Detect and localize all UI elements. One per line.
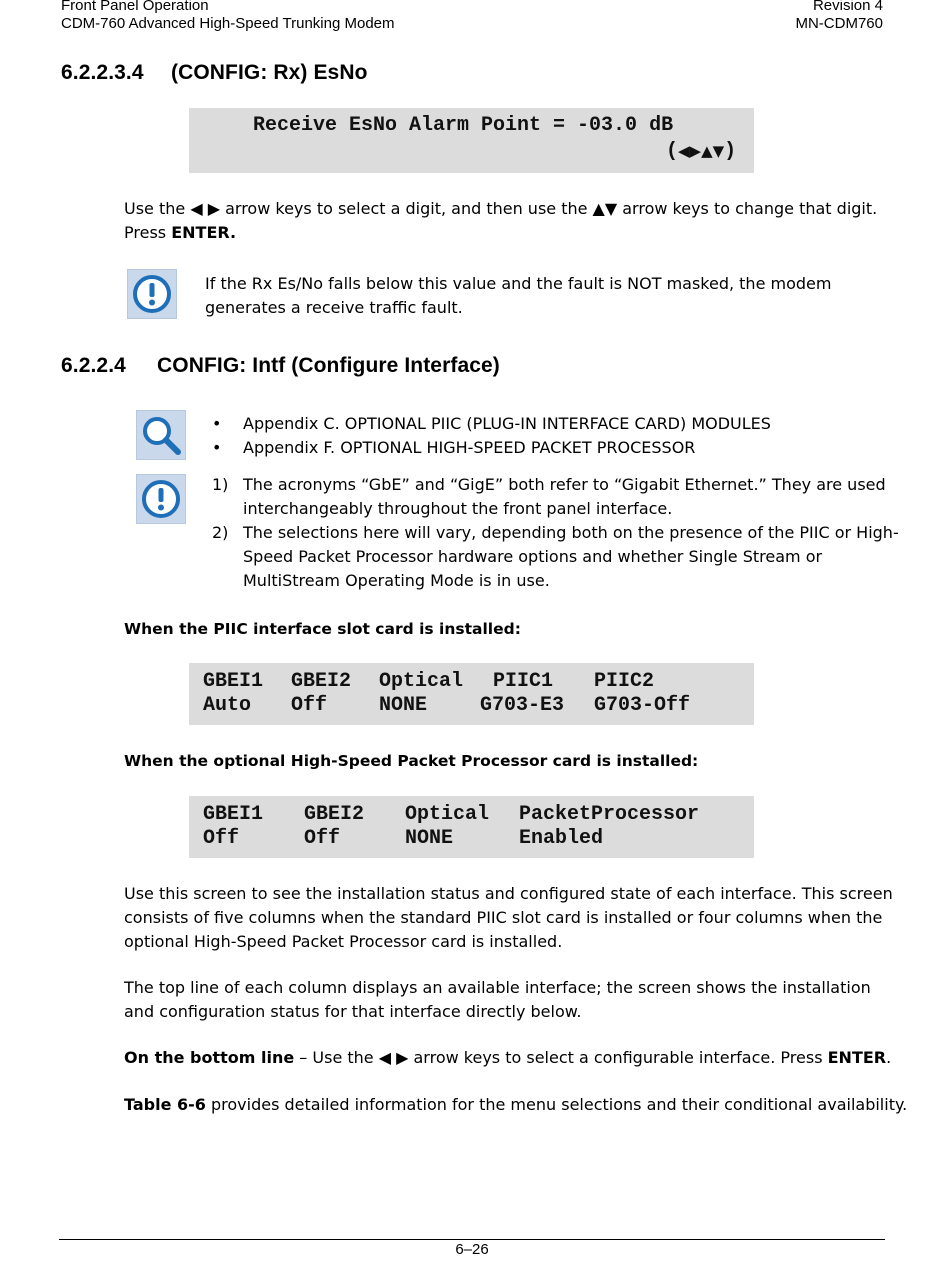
intf-paragraph-1: Use this screen to see the installation status and configured state of each interface. This screen consists of five columns when the standard PIIC slot card is installed or four columns when the optional High-Speed Packet Processor card is installed. [124, 884, 893, 951]
lcd-col-bottom: Off [291, 694, 328, 717]
lcd-line-2: (◀▶▲▼) [666, 140, 737, 163]
lcd-col-bottom: G703-Off [594, 694, 691, 717]
lcd-col-top: PacketProcessor [519, 803, 700, 826]
reference-icon-box [136, 410, 186, 460]
lcd-col-top: GBEI1 [203, 670, 264, 693]
section-title: (CONFIG: Rx) EsNo [171, 61, 368, 84]
header-left [61, 0, 395, 33]
lcd-col-bottom: NONE [405, 827, 454, 850]
enter-key-label: ENTER. [171, 223, 237, 242]
exclamation-circle-icon [128, 270, 176, 318]
esno-instructions [124, 197, 894, 245]
esno-note-line-1: If the Rx Es/No falls below this value and the fault is NOT masked, the modem [205, 274, 832, 293]
lcd-line-1: Receive EsNo Alarm Point = -03.0 dB [253, 114, 674, 137]
lcd-col-bottom: Off [203, 827, 240, 850]
piic-heading: When the PIIC interface slot card is installed: [124, 620, 521, 638]
intf-paragraph-3: On the bottom line – Use the ◀ ▶ arrow keys to select a configurable interface. Press ENTER. [124, 1048, 892, 1067]
header-chapter: Front Panel Operation [61, 0, 209, 14]
lcd-col-bottom: Off [304, 827, 341, 850]
lcd-col-bottom: Enabled [519, 827, 604, 850]
section-number: 6.2.2.3.4 [61, 61, 144, 84]
esno-instruction-line-1: Use the ◀ ▶ arrow keys to select a digit, and then use the ▲▼ arrow keys to change that digit. [124, 199, 878, 218]
lcd-col-top: GBEI1 [203, 803, 264, 826]
lcd-piic-display [189, 663, 754, 725]
section-heading-esno [61, 61, 368, 85]
note-item: 2) The selections here will vary, depending both on the presence of the PIIC or High- Speed Packet Processor hardware options and whether Single Stream or MultiStream Operating Mode is in use. [212, 523, 899, 590]
lcd-col-top: PIIC2 [594, 670, 655, 693]
lcd-col-top: Optical [379, 670, 464, 693]
lcd-col-top: Optical [405, 803, 490, 826]
lcd-col-bottom: G703-E3 [480, 694, 565, 717]
section-number: 6.2.2.4 [61, 354, 126, 377]
note-item: 1) The acronyms “GbE” and “GigE” both refer to “Gigabit Ethernet.” They are used interchangeably throughout the front panel interface. [212, 475, 886, 518]
section-heading-intf [61, 354, 500, 378]
lcd-hspp-display [189, 796, 754, 858]
esno-note-line-2: generates a receive traffic fault. [205, 298, 463, 317]
header-right [795, 0, 883, 33]
lcd-col-top: GBEI2 [291, 670, 352, 693]
page-number: 6–26 [455, 1241, 489, 1258]
arrows-icon: ◀▶▲▼ [678, 142, 725, 160]
note-icon-box [127, 269, 177, 319]
magnifier-icon [137, 411, 185, 459]
intf-paragraph-2: The top line of each column displays an available interface; the screen shows the installation and configuration status for that interface directly below. [124, 978, 871, 1021]
esno-note [205, 272, 895, 320]
footer-rule [59, 1239, 885, 1240]
header-manual-number: MN-CDM760 [795, 15, 883, 32]
table-reference-link[interactable]: Table 6-6 [124, 1095, 206, 1114]
header-revision: Revision 4 [812, 0, 883, 14]
header-product: CDM-760 Advanced High-Speed Trunking Modem [61, 15, 395, 32]
reference-item: • Appendix C. OPTIONAL PIIC (PLUG-IN INTERFACE CARD) MODULES [212, 414, 771, 433]
reference-list [212, 412, 892, 460]
lcd-col-bottom: Auto [203, 694, 252, 717]
note-number: 1) [212, 475, 229, 494]
enter-key-label: ENTER [827, 1048, 887, 1067]
note-number: 2) [212, 523, 229, 542]
esno-instruction-line-2: Press ENTER. [124, 223, 237, 242]
intf-notes [212, 473, 899, 593]
lcd-esno-display [189, 108, 754, 173]
lcd-col-top: PIIC1 [493, 670, 554, 693]
bottom-line-label: On the bottom line [124, 1048, 295, 1067]
intf-paragraph-4: Table 6-6 provides detailed information for the menu selections and their conditional availability. [124, 1095, 908, 1114]
exclamation-circle-icon [137, 475, 185, 523]
lcd-col-top: GBEI2 [304, 803, 365, 826]
note-icon-box [136, 474, 186, 524]
section-title: CONFIG: Intf (Configure Interface) [157, 354, 500, 377]
lcd-col-bottom: NONE [379, 694, 428, 717]
reference-item: • Appendix F. OPTIONAL HIGH-SPEED PACKET PROCESSOR [212, 438, 696, 457]
hspp-heading: When the optional High-Speed Packet Processor card is installed: [124, 752, 699, 770]
